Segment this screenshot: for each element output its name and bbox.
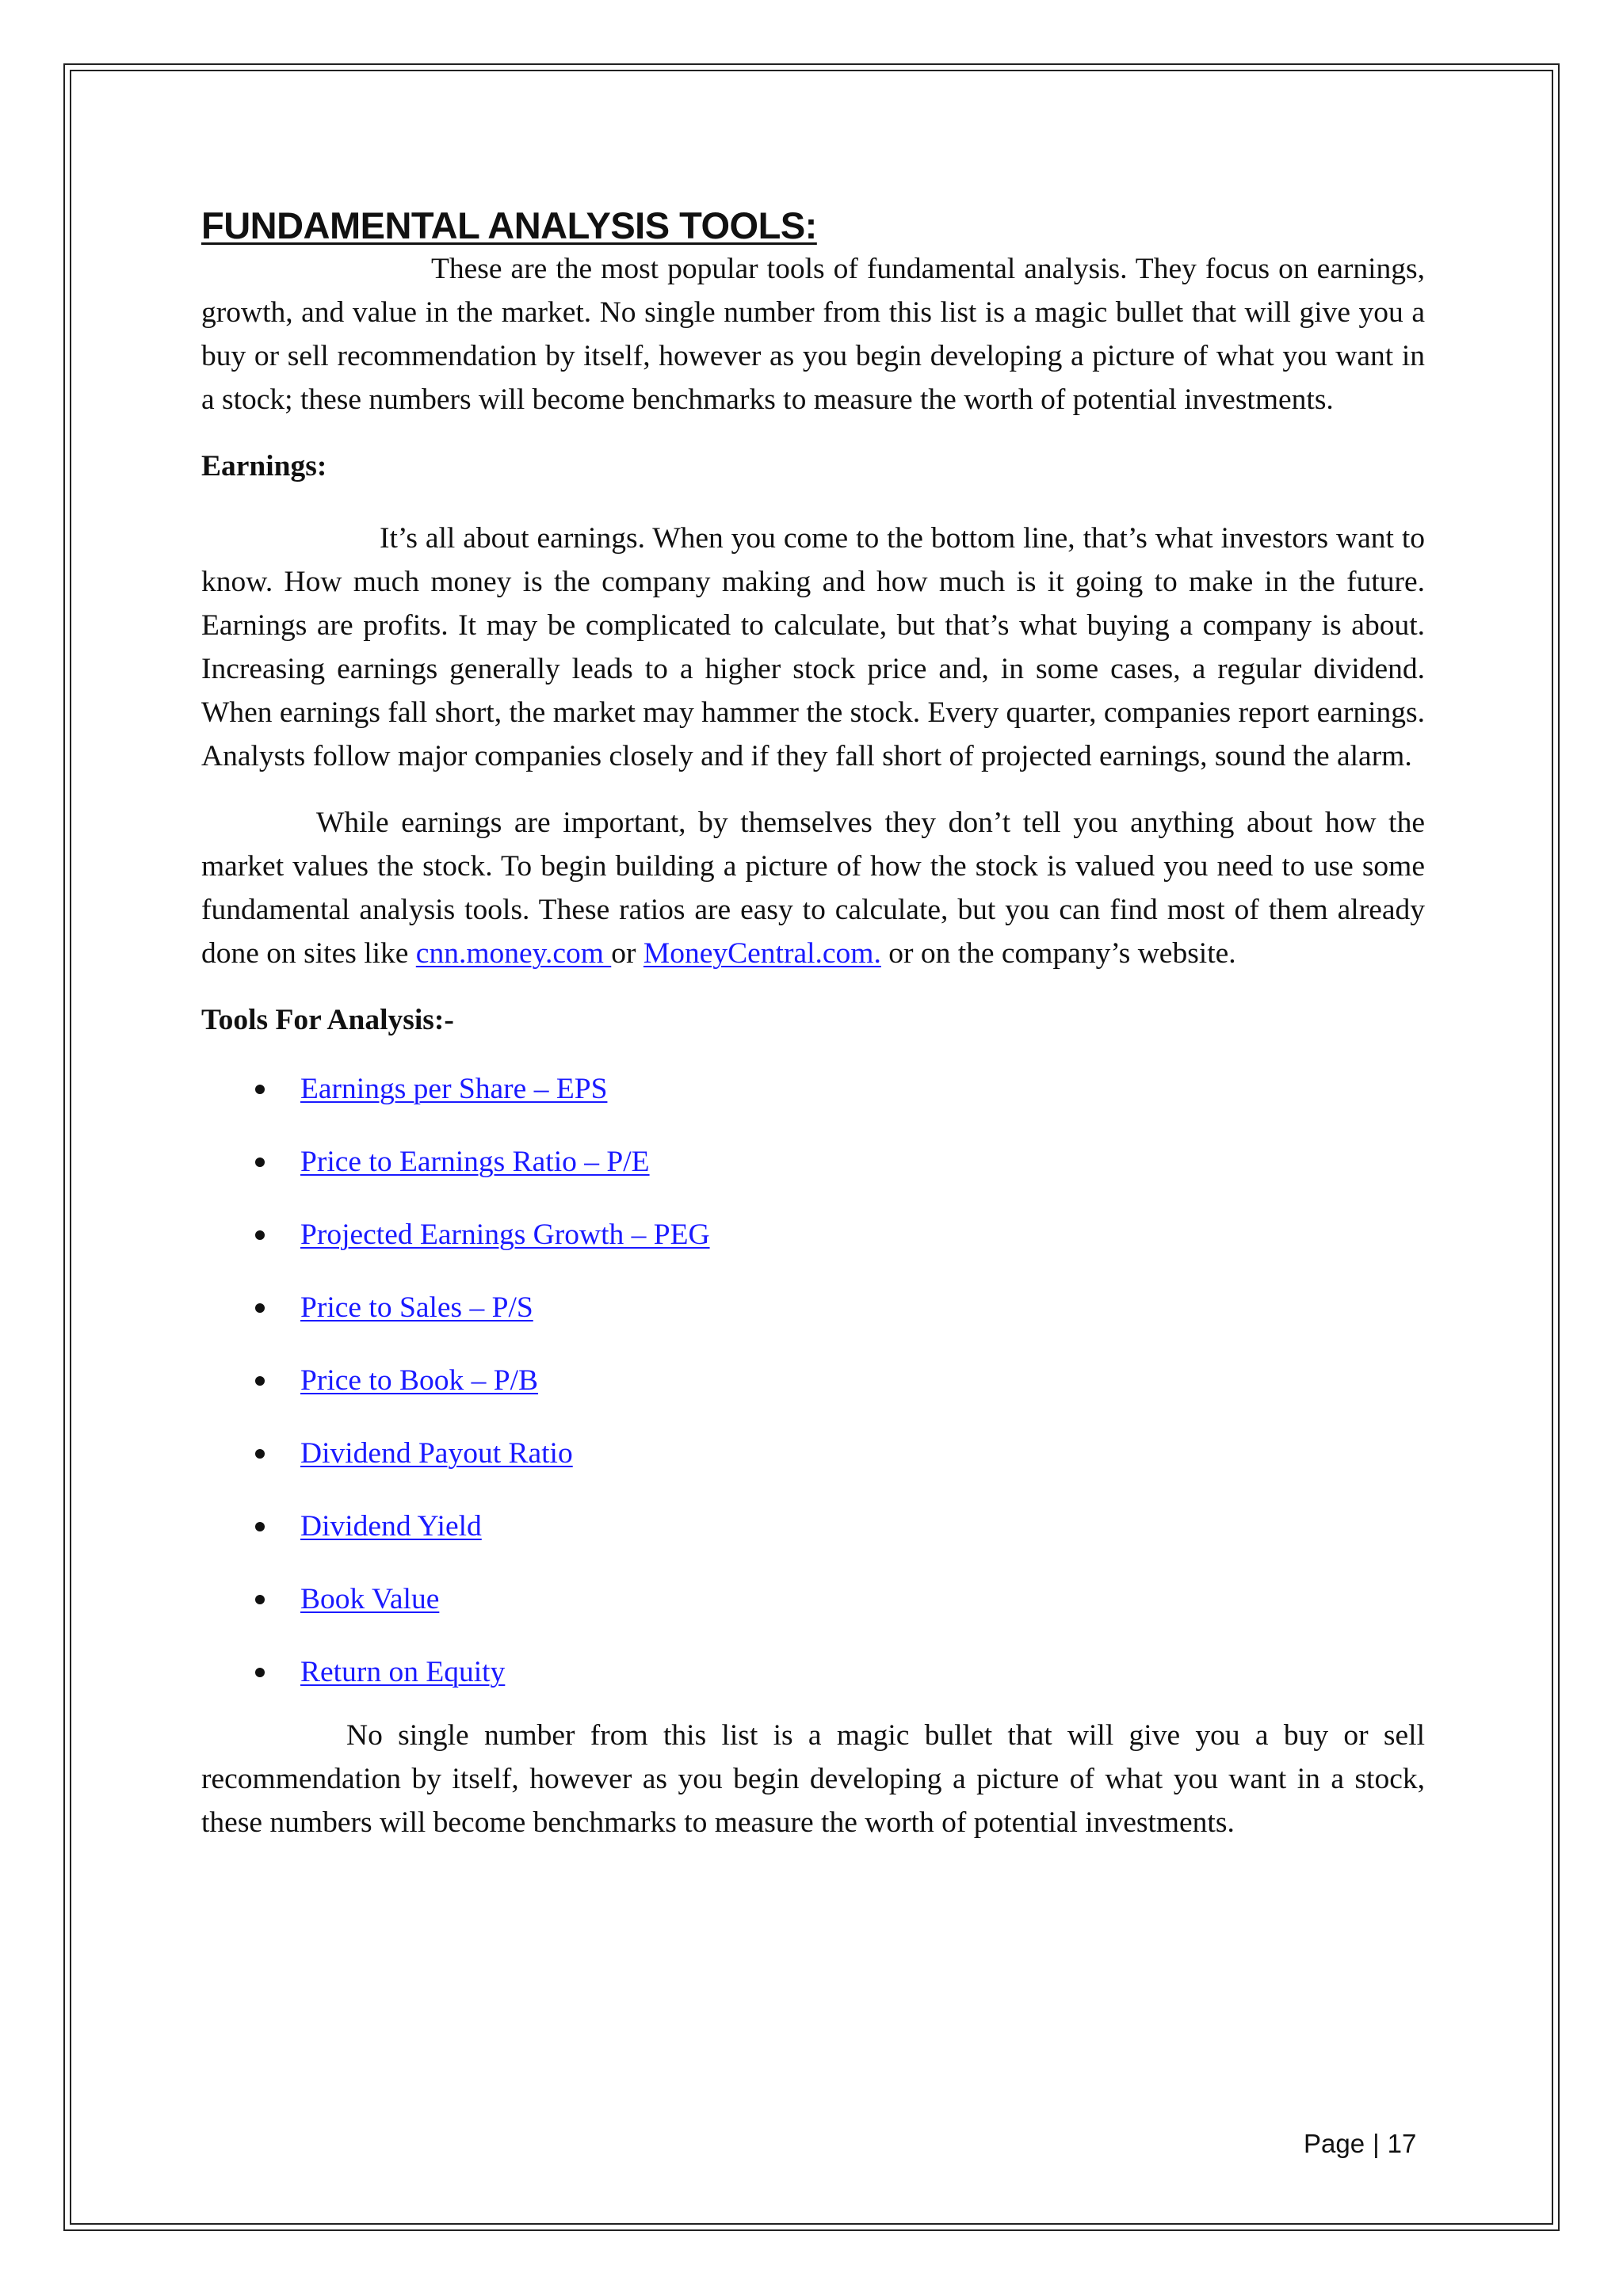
- bullet-icon: [255, 1668, 265, 1677]
- list-item: [201, 1359, 1425, 1432]
- tool-link-eps[interactable]: Earnings per Share – EPS: [300, 1073, 608, 1105]
- tool-link-dividend-yield[interactable]: Dividend Yield: [300, 1510, 482, 1543]
- tool-link-book-value[interactable]: Book Value: [300, 1583, 440, 1615]
- bullet-icon: [255, 1085, 265, 1094]
- list-item: [201, 1067, 1425, 1140]
- tool-link-pb[interactable]: Price to Book – P/B: [300, 1364, 539, 1397]
- valuation-text-before: While earnings are important, by themselves they don’t tell you anything about how the market values the stock. To begin building a picture of how the stock is valued you need to use some fundamental analysis tools. These ratios are easy to calculate, but you can find most of them already done on sites like: [201, 807, 1425, 970]
- earnings-paragraph: It’s all about earnings. When you come to the bottom line, that’s what investors want to know. How much money is the company making and how much is it going to make in the future. Earnings are profits. It may be complicated to calculate, but that’s what buying a company is about. Increasing earnings generally leads to a higher stock price and, in some cases, a regular dividend. When earnings fall short, the market may hammer the stock. Every quarter, companies report earnings. Analysts follow major companies closely and if they fall short of projected earnings, sound the alarm.: [201, 522, 1425, 772]
- earnings-heading: Earnings:: [201, 450, 327, 482]
- tools-list: [201, 1067, 1425, 1714]
- bullet-icon: [255, 1303, 265, 1313]
- list-item: [201, 1140, 1425, 1213]
- list-item: [201, 1213, 1425, 1286]
- valuation-text-after: or on the company’s website.: [880, 937, 1236, 970]
- list-item: [201, 1650, 1425, 1714]
- tool-link-peg[interactable]: Projected Earnings Growth – PEG: [300, 1219, 710, 1251]
- bullet-icon: [255, 1230, 265, 1240]
- list-item: [201, 1432, 1425, 1505]
- tool-link-ps[interactable]: Price to Sales – P/S: [300, 1291, 533, 1324]
- footer-separator: |: [1373, 2129, 1380, 2158]
- valuation-text-middle: or: [611, 937, 643, 970]
- cnn-money-link[interactable]: cnn.money.com: [415, 937, 612, 970]
- page-number: 17: [1387, 2129, 1417, 2158]
- bullet-icon: [255, 1449, 265, 1459]
- moneycentral-link[interactable]: MoneyCentral.com.: [643, 937, 881, 970]
- page-number-footer: [1304, 2128, 1416, 2160]
- bullet-icon: [255, 1376, 265, 1386]
- tool-link-dividend-payout[interactable]: Dividend Payout Ratio: [300, 1437, 573, 1470]
- tool-link-roe[interactable]: Return on Equity: [300, 1656, 506, 1688]
- tool-link-pe[interactable]: Price to Earnings Ratio – P/E: [300, 1146, 650, 1178]
- page-label: Page: [1304, 2129, 1365, 2158]
- page-title: FUNDAMENTAL ANALYSIS TOOLS:: [201, 204, 817, 246]
- list-item: [201, 1286, 1425, 1359]
- closing-paragraph: No single number from this list is a magic bullet that will give you a buy or sell recommendation by itself, however as you begin developing a picture of what you want in a stock, these numbers will become benchmarks to measure the worth of potential investments.: [201, 1719, 1425, 1839]
- list-item: [201, 1577, 1425, 1650]
- valuation-paragraph: [201, 801, 1425, 975]
- page-content: [201, 204, 1425, 1844]
- bullet-icon: [255, 1595, 265, 1604]
- intro-paragraph: These are the most popular tools of fundamental analysis. They focus on earnings, growth, and value in the market. No single number from this list is a magic bullet that will give you a buy or sell recommendation by itself, however as you begin developing a picture of what you want in a stock; these numbers will become benchmarks to measure the worth of potential investments.: [201, 253, 1425, 416]
- list-item: [201, 1505, 1425, 1577]
- bullet-icon: [255, 1522, 265, 1531]
- bullet-icon: [255, 1158, 265, 1167]
- tools-heading: Tools For Analysis:-: [201, 1004, 454, 1036]
